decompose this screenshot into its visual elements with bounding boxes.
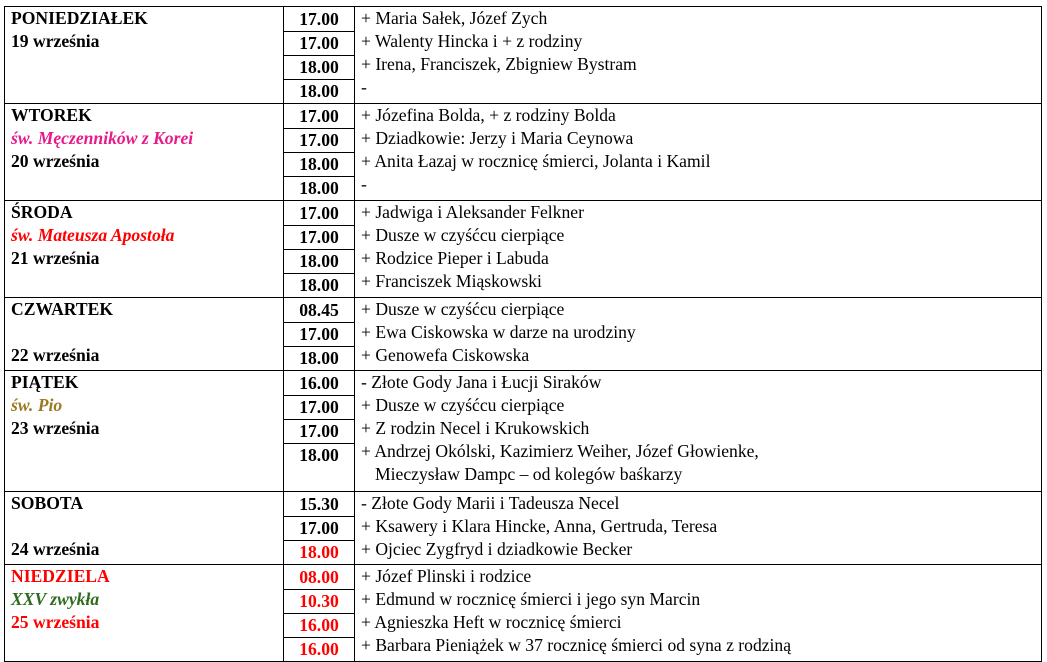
day-block-saturday xyxy=(4,492,1042,565)
mass-time: 17.00 xyxy=(284,31,354,55)
intention: + Dusze w czyśćcu cierpiące xyxy=(361,395,565,415)
day-cell xyxy=(5,492,284,564)
times-cell xyxy=(284,298,355,370)
day-date: 20 września xyxy=(11,151,100,171)
intention: + Z rodzin Necel i Krukowskich xyxy=(361,418,590,438)
day-spacer xyxy=(11,321,283,344)
day-cell xyxy=(5,298,284,370)
day-name: WTOREK xyxy=(11,105,92,125)
day-cell xyxy=(5,104,284,200)
mass-time: 18.00 xyxy=(284,346,354,370)
intentions-cell xyxy=(355,201,1041,297)
day-saint: XXV zwykła xyxy=(11,589,100,609)
intention: + Walenty Hincka i + z rodziny xyxy=(361,31,583,51)
intention: + Agnieszka Heft w rocznicę śmierci xyxy=(361,612,622,632)
mass-time: 18.00 xyxy=(284,55,354,79)
mass-time: 16.00 xyxy=(284,637,354,661)
time-spacer xyxy=(284,467,354,491)
mass-time: 18.00 xyxy=(284,176,354,200)
day-saint: św. Mateusza Apostoła xyxy=(11,225,175,245)
mass-time: 18.00 xyxy=(284,79,354,103)
intention: + Ojciec Zygfryd i dziadkowie Becker xyxy=(361,539,633,559)
intention: - Złote Gody Marii i Tadeusza Necel xyxy=(361,493,620,513)
mass-time: 17.00 xyxy=(284,322,354,346)
mass-time: 17.00 xyxy=(284,419,354,443)
intention: + Józef Plinski i rodzice xyxy=(361,566,532,586)
intentions-cell xyxy=(355,104,1041,200)
day-date: 25 września xyxy=(11,612,100,632)
mass-time: 17.00 xyxy=(284,225,354,249)
intention: + Ewa Ciskowska w darze na urodziny xyxy=(361,322,636,342)
intention: - Złote Gody Jana i Łucji Siraków xyxy=(361,372,602,392)
times-cell xyxy=(284,104,355,200)
intentions-cell xyxy=(355,565,1041,661)
intention: + Józefina Bolda, + z rodziny Bolda xyxy=(361,105,616,125)
day-name: PONIEDZIAŁEK xyxy=(11,8,148,28)
mass-schedule-table xyxy=(4,6,1042,662)
day-date: 19 września xyxy=(11,31,100,51)
times-cell xyxy=(284,371,355,491)
intention: + Dusze w czyśćcu cierpiące xyxy=(361,299,565,319)
mass-time: 18.00 xyxy=(284,273,354,297)
day-block-wednesday xyxy=(4,201,1042,298)
day-name: PIĄTEK xyxy=(11,372,79,392)
times-cell xyxy=(284,201,355,297)
mass-time: 18.00 xyxy=(284,540,354,564)
intention: + Maria Sałek, Józef Zych xyxy=(361,8,548,28)
intention: + Edmund w rocznicę śmierci i jego syn Marcin xyxy=(361,589,701,609)
mass-time: 17.00 xyxy=(284,128,354,152)
intention: + Irena, Franciszek, Zbigniew Bystram xyxy=(361,54,637,74)
day-date: 21 września xyxy=(11,248,100,268)
day-saint: św. Męczenników z Korei xyxy=(11,128,194,148)
times-cell xyxy=(284,492,355,564)
day-block-sunday xyxy=(4,565,1042,662)
day-name: CZWARTEK xyxy=(11,299,114,319)
mass-time: 15.30 xyxy=(299,494,339,514)
day-block-thursday xyxy=(4,298,1042,371)
intention: + Anita Łazaj w rocznicę śmierci, Jolanta i Kamil xyxy=(361,151,711,171)
mass-time: 08.45 xyxy=(299,300,339,320)
times-cell xyxy=(284,565,355,661)
mass-time: 08.00 xyxy=(299,567,339,587)
intention: + Barbara Pieniążek w 37 rocznicę śmierci od syna z rodziną xyxy=(361,635,792,655)
mass-time: 17.00 xyxy=(299,203,339,223)
day-cell xyxy=(5,371,284,491)
intention: - xyxy=(361,77,367,97)
mass-time: 18.00 xyxy=(284,443,354,467)
mass-time: 18.00 xyxy=(284,249,354,273)
intentions-cell xyxy=(355,7,1041,103)
day-block-friday xyxy=(4,371,1042,492)
mass-time: 16.00 xyxy=(284,613,354,637)
day-cell xyxy=(5,7,284,103)
intention: + Dusze w czyśćcu cierpiące xyxy=(361,225,565,245)
mass-time: 17.00 xyxy=(299,9,339,29)
intention: + Franciszek Miąskowski xyxy=(361,271,542,291)
day-spacer xyxy=(11,634,283,657)
mass-time: 17.00 xyxy=(284,516,354,540)
mass-time: 18.00 xyxy=(284,152,354,176)
intentions-cell xyxy=(355,298,1041,370)
day-name: ŚRODA xyxy=(11,202,73,222)
intention: + Genowefa Ciskowska xyxy=(361,345,530,365)
day-name: SOBOTA xyxy=(11,493,84,513)
intention: + Andrzej Okólski, Kazimierz Weiher, Józef Głowienke, xyxy=(361,441,759,461)
day-name: NIEDZIELA xyxy=(11,566,110,586)
day-cell xyxy=(5,565,284,661)
mass-time: 17.00 xyxy=(284,395,354,419)
intention: + Rodzice Pieper i Labuda xyxy=(361,248,549,268)
mass-time: 10.30 xyxy=(284,589,354,613)
day-date: 22 września xyxy=(11,345,100,365)
mass-time: 16.00 xyxy=(299,373,339,393)
day-date: 24 września xyxy=(11,539,100,559)
intention: + Jadwiga i Aleksander Felkner xyxy=(361,202,584,222)
mass-time: 17.00 xyxy=(299,106,339,126)
intention: + Dziadkowie: Jerzy i Maria Ceynowa xyxy=(361,128,634,148)
intentions-cell xyxy=(355,371,1041,491)
intentions-cell xyxy=(355,492,1041,564)
day-saint: św. Pio xyxy=(11,395,63,415)
day-spacer xyxy=(11,515,283,538)
intention: - xyxy=(361,174,367,194)
day-date: 23 września xyxy=(11,418,100,438)
day-block-tuesday xyxy=(4,104,1042,201)
day-block-monday xyxy=(4,6,1042,104)
times-cell xyxy=(284,7,355,103)
intention-continuation: Mieczysław Dampc – od kolegów baśkarzy xyxy=(375,464,683,484)
intention: + Ksawery i Klara Hincke, Anna, Gertruda, Teresa xyxy=(361,516,718,536)
day-cell xyxy=(5,201,284,297)
